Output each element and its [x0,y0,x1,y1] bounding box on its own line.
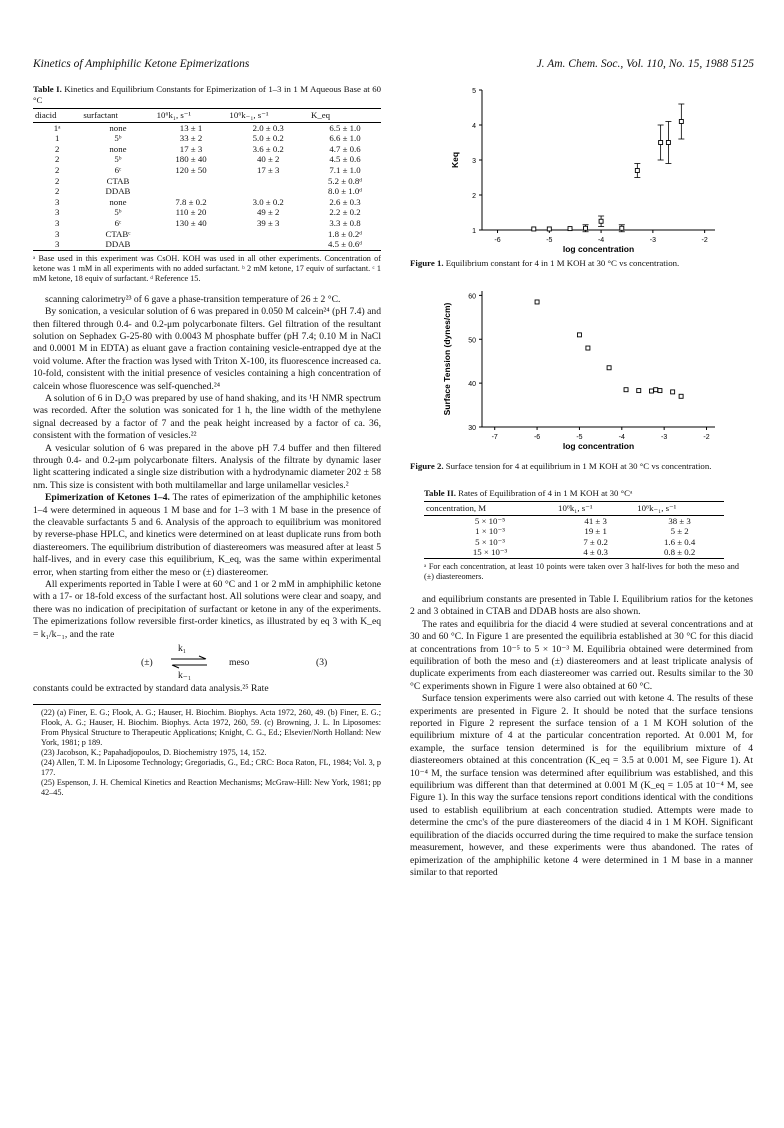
table1-footnote: ᵃ Base used in this experiment was CsOH. KOH was used in all other experiments. Concentration of ketone was 1 mM in all experiments with no added surfactant. ᵇ 2 mM ketone, 17 equiv of surfactant. ᶜ 1 mM ketone, 18 equiv of surfactant. ᵈ Reference 15. [33,253,381,283]
table-cell: 5ᵇ [114,133,122,144]
table-header-cell: 10⁶k₁, s⁻¹ [155,109,228,123]
table-cell: 2 [54,186,60,197]
table-cell: 7 ± 0.2 [583,536,608,547]
data-point [577,333,581,337]
data-point [659,141,663,145]
table-cell: 2.2 ± 0.2 [329,207,361,218]
x-tick-label: -5 [546,237,553,244]
table-cell: DDAB [105,186,131,197]
x-axis-label: log concentration [562,244,635,254]
table-cell: 41 ± 3 [584,515,607,526]
table-cell [227,229,309,240]
table-cell: 5ᵇ [114,207,122,218]
table-cell: 3.0 ± 0.2 [252,196,284,207]
y-tick-label: 40 [468,381,476,389]
data-point [535,300,539,304]
y-tick-label: 4 [472,123,476,130]
table-cell: 2 [54,164,60,175]
data-point [599,219,603,223]
table-cell: 5.0 ± 0.2 [252,133,284,144]
table-cell: 33 ± 2 [179,133,203,144]
paragraph: By sonication, a vesicular solution of 6 was prepared in 0.050 M calcein²⁴ (pH 7.4) and then filtered through 0.4- and 0.2-μm polycarbonate filters. Gel filtration of the resultant solution on Sephadex G-25-80 with 0.0043 M phosphate buffer (pH 7.4; 0.10 M in NaCl and 0.0001 M in EDTA) as eluant gave a fraction containing vesicle-entrapped dye at the void volume. After the fraction was lysed with Triton X-100, its fluorescence increased ca. 10-fold, consistent with the initial presence of vesicles containing a high concentration of calcein whose fluorescence was self-quenched.²⁴ [33,306,381,392]
table-cell [227,239,309,250]
table-cell: 1.8 ± 0.2ᵈ [328,228,362,239]
table-row [33,165,381,176]
table-row [33,122,381,133]
figure1-chart [430,80,730,260]
table-cell: 2 [54,143,60,154]
x-axis-label: log concentration [562,441,635,451]
x-tick-label: -4 [618,434,625,441]
x-tick-label: -7 [491,434,498,441]
table-cell [227,186,309,197]
table-row [33,207,381,218]
table-cell: 4.7 ± 0.6 [329,143,361,154]
table-cell [155,229,228,240]
table-cell: CTABᶜ [105,228,131,239]
table-cell: 5.2 ± 0.8ᵈ [328,175,362,186]
table-row [33,154,381,165]
table-cell: 3.3 ± 0.8 [329,217,361,228]
table-cell: 130 ± 40 [175,217,207,228]
table-cell: 4.5 ± 0.6ᵈ [309,239,381,250]
data-point [654,388,658,392]
paragraph: constants could be extracted by standard data analysis.²⁵ Rate [33,683,269,695]
table-cell: 5ᵇ [114,154,122,165]
table-header-cell: diacid [33,109,81,123]
table-cell: 6.5 ± 1.0 [329,122,361,133]
table-row [33,218,381,229]
y-axis-label: Surface Tension (dynes/cm) [442,302,452,416]
x-tick-label: -2 [701,237,708,244]
running-head-title: Kinetics of Amphiphilic Ketone Epimerizations [33,58,250,70]
paragraph: The rates and equilibria for the diacid 4 were studied at several concentrations and at 30 and 60 °C. In Figure 1 are presented the equilibria established at 30 °C for this diacid at concentrations from 10⁻⁵ to 5 × 10⁻³ M. Equilibria obtained were determined from equilibration of both the meso and (±) diastereomers and at least triplicate analysis of duplicate experiments from each diastereomer was carried out. Results similar to the 30 °C experiments shown in Figure 1 were also obtained at 60 °C. [410,618,753,692]
data-point [671,390,675,394]
table-cell: CTAB [106,175,130,186]
table-cell: 5 ± 2 [670,526,689,537]
right-column [410,80,753,879]
table-cell: 1 [54,133,60,144]
data-point [607,366,611,370]
data-point [568,227,572,231]
table-cell: 3 [54,207,60,218]
table-cell: 6.6 ± 1.0 [329,133,361,144]
table-cell: 3 [33,239,81,250]
table-cell: 1.6 ± 0.4 [664,536,696,547]
table-cell: 110 ± 20 [175,207,207,218]
table-cell: 17 ± 3 [179,143,203,154]
reference: (24) Allen, T. M. In Liposome Technology; Gregoriadis, G., Ed.; CRC: Boca Raton, FL, 1984; Vol. 3, p 177. [41,757,381,777]
data-point [658,389,662,393]
paragraph: A vesicular solution of 6 was prepared in the above pH 7.4 buffer and then filtered through 0.4- and 0.2-μm polycarbonate filters. Analysis of the filtrate by dynamic laser light scattering indicated a single size distribution with a hydrodynamic diameter 202 ± 58 nm. This size is consistent with both multilamellar and large unilamellar vesicles.² [33,442,381,491]
figure2-chart [430,277,730,457]
table-cell: 19 ± 1 [584,526,607,537]
references [33,708,381,798]
equilibrium-arrows-icon [169,655,209,669]
table2-footnote: ᵃ For each concentration, at least 10 points were taken over 3 half-lives for both the meso and (±) diastereomers. [424,561,739,581]
table-row [33,239,381,250]
paragraph: scanning calorimetry²³ of 6 gave a phase-transition temperature of 26 ± 2 °C. [45,293,341,305]
table-row [33,133,381,144]
x-tick-label: -5 [576,434,583,441]
right-paragraphs [410,594,753,879]
paragraph: and equilibrium constants are presented in Table I. Equilibrium ratios for the ketones 2 and 3 obtained in CTAB and DDAB hosts are also shown. [410,593,753,618]
table-cell: 6ᶜ [114,217,122,228]
table-cell: 49 ± 2 [257,207,280,218]
table-cell: 7.1 ± 1.0 [329,164,361,175]
table-cell: 2.6 ± 0.3 [329,196,361,207]
reference: (25) Espenson, J. H. Chemical Kinetics and Reaction Mechanisms; McGraw-Hill: New York, 1981; pp 42–45. [41,777,381,797]
table-cell: 2.0 ± 0.3 [252,122,284,133]
x-tick-label: -3 [661,434,668,441]
table-row [424,515,724,526]
data-point [620,226,624,230]
table-cell: 39 ± 3 [257,217,280,228]
table-header-cell: concentration, M [424,502,556,516]
table-row [33,144,381,155]
data-point [649,389,653,393]
data-point [532,227,536,231]
table-header-cell: K_eq [309,109,381,123]
running-head-journal: J. Am. Chem. Soc., Vol. 110, No. 15, 1988 5125 [536,58,754,70]
table-cell: 3 [54,196,60,207]
figure1-caption: Figure 1. Equilibrium constant for 4 in 1 M KOH at 30 °C vs concentration. [410,258,680,268]
y-tick-label: 2 [472,193,476,200]
table-cell: 1ᵃ [53,122,61,133]
y-tick-label: 5 [472,88,476,95]
equation-3: (±) k₁ k₋₁ meso (3) [141,643,328,682]
table1-caption: Table I. Kinetics and Equilibrium Constants for Epimerization of 1–3 in 1 M Aqueous Base at 60 °C [33,84,381,105]
table-cell: 0.8 ± 0.2 [635,547,724,558]
table-cell: 5 × 10⁻³ [475,536,505,547]
table-cell: 3 [54,228,60,239]
table-cell: 3 [54,217,60,228]
data-point [624,388,628,392]
figure2-caption: Figure 2. Surface tension for 4 at equilibrium in 1 M KOH at 30 °C vs concentration. [410,461,712,471]
left-column [33,84,381,798]
data-point [637,389,641,393]
table-cell [155,176,228,187]
table-row [33,229,381,240]
table-row [33,197,381,208]
data-point [547,227,551,231]
table-cell: 15 × 10⁻³ [424,547,556,558]
table-cell: 6ᶜ [114,164,122,175]
paragraph: Surface tension experiments were also carried out with ketone 4. The results of these experiments are presented in Figure 2. It should be noted that the surface tensions reported in Figure 2 represent the surface tension of a 1 M KOH solution of the equilibrium mixture of 4 at the particular concentration reported. At 0.001 M, for example, the surface tension determined is for the equilibrium mixture of 4 diastereomers obtained at this concentration (K_eq = 3.5 at 0.001 M, see Figure 1). At 10⁻⁴ M, the surface tension was determined after equilibrium was established, and this equilibrium was different than that determined at 0.001 M (K_eq = 1.05 at 10⁻⁴ M, see Figure 1). In this way the surface tensions report conditions identical with the conditions used to establish equilibrium at each concentration studied. Attempts were made to determine the cmc's of the pure diastereomers of the diacid 4 in 1 M KOH. Significant equilibration of the diacids occurred during the time required to make the surface tension measurement, however, and these experiments were thus abandoned. The rates of epimerization of the amphiphilic ketone 4 were determined in 1 M base in a manner similar to that reported [410,693,753,878]
table-cell: 7.8 ± 0.2 [175,196,207,207]
table-cell: 13 ± 1 [179,122,203,133]
reference: (22) (a) Finer, E. G.; Flook, A. G.; Hauser, H. Biochim. Biophys. Acta 1972, 260, 49. (b) Finer, E. G.; Flook, A. G.; Hauser, H. Biochim. Biophys. Acta 1972, 260, 59. (c) Browning, J. L. In Liposomes: From Physical Structure to Therapeutic Applications; Knight, C. G., Ed.; Elsevier/North Holland: New York, 1981; p 189. [41,707,381,747]
x-tick-label: -6 [494,237,501,244]
left-paragraphs [33,294,381,493]
table1 [33,108,381,251]
table-cell: none [109,122,127,133]
table-cell: 5 × 10⁻⁵ [474,515,506,526]
y-tick-label: 3 [472,158,476,165]
table-cell: 180 ± 40 [175,154,207,165]
paragraph: A solution of 6 in D₂O was prepared by use of hand shaking, and its ¹H NMR spectrum was recorded. After the solution was sonicated for 1 h, the line width of the methylene signal decreased by a factor of 7 and the peak height increased by a factor of ca. 36, consistent with the formation of vesicles.²² [33,392,381,442]
table-cell: 1 × 10⁻³ [475,526,505,537]
table-cell: 17 ± 3 [257,164,280,175]
data-point [679,394,683,398]
table-cell [155,239,228,250]
reference: (23) Jacobson, K.; Papahadjopoulos, D. Biochemistry 1975, 14, 152. [41,747,267,757]
table-row [33,176,381,187]
table-row [33,186,381,197]
table-row [424,537,724,548]
data-point [666,141,670,145]
y-tick-label: 60 [468,293,476,301]
data-point [584,226,588,230]
data-point [635,169,639,173]
table-header-cell: 10⁶k₋₁, s⁻¹ [227,109,309,123]
table2 [424,501,724,559]
epimerization-section: Epimerization of Ketones 1–4. The rates of epimerization of the amphiphilic ketones 1–4 were determined in aqueous 1 M base and for 1–3 with 1 M base in the presence of the cleavable surfactants 5 and 6. Analysis of the approach to equilibrium was monitored by reverse-phase HPLC, and kinetics were determined on at least duplicate runs from both diastereomers. The equilibrium distribution of diastereomers was measured after at least 5 half-lives, and in every case this equilibrium, K_eq, was the same within experimental error, when starting from either the meso or (±) diastereomer. [33,492,381,578]
x-tick-label: -2 [703,434,710,441]
table-cell [227,176,309,187]
x-tick-label: -4 [597,237,605,244]
x-tick-label: -6 [533,434,541,441]
table2-caption: Table II. Rates of Equilibration of 4 in 1 M KOH at 30 °Cᵃ [424,488,633,498]
y-tick-label: 1 [472,228,476,235]
table-cell: DDAB [81,239,154,250]
table-cell: 2 [54,154,60,165]
table-cell: none [109,143,127,154]
table-header-cell: surfactant [81,109,154,123]
paragraph: All experiments reported in Table I were at 60 °C and 1 or 2 mM in amphiphilic ketone with a 17- or 18-fold excess of the surfactant host. All solutions were clear and soapy, and there was no indication of precipitation of surfactant or ketone in any of the experiments. The epimerizations follow reversible first-order kinetics, as illustrated by eq 3 with K_eq = k₁/k₋₁, and the rate [33,579,381,640]
y-tick-label: 30 [468,425,476,432]
table-header-cell: 10⁶k₋₁, s⁻¹ [635,502,724,516]
table-header-cell: 10⁶k₁, s⁻¹ [556,502,635,516]
y-tick-label: 50 [468,337,476,345]
table-cell: 8.0 ± 1.0ᵈ [328,186,362,197]
footnote-rule [33,704,381,705]
table-cell: 40 ± 2 [257,154,280,165]
table-cell: 38 ± 3 [668,515,691,526]
table-cell [155,186,228,197]
table-cell: 120 ± 50 [175,164,207,175]
table-row [424,547,724,558]
table-cell: 3.6 ± 0.2 [252,143,284,154]
y-axis-label: Keq [450,151,460,169]
table-cell: 4.5 ± 0.6 [329,154,361,165]
table-cell: none [109,196,127,207]
data-point [679,120,683,124]
x-tick-label: -3 [649,237,656,244]
table-cell: 2 [54,175,60,186]
data-point [586,346,590,350]
table-cell: 4 ± 0.3 [556,547,635,558]
table-row [424,526,724,537]
